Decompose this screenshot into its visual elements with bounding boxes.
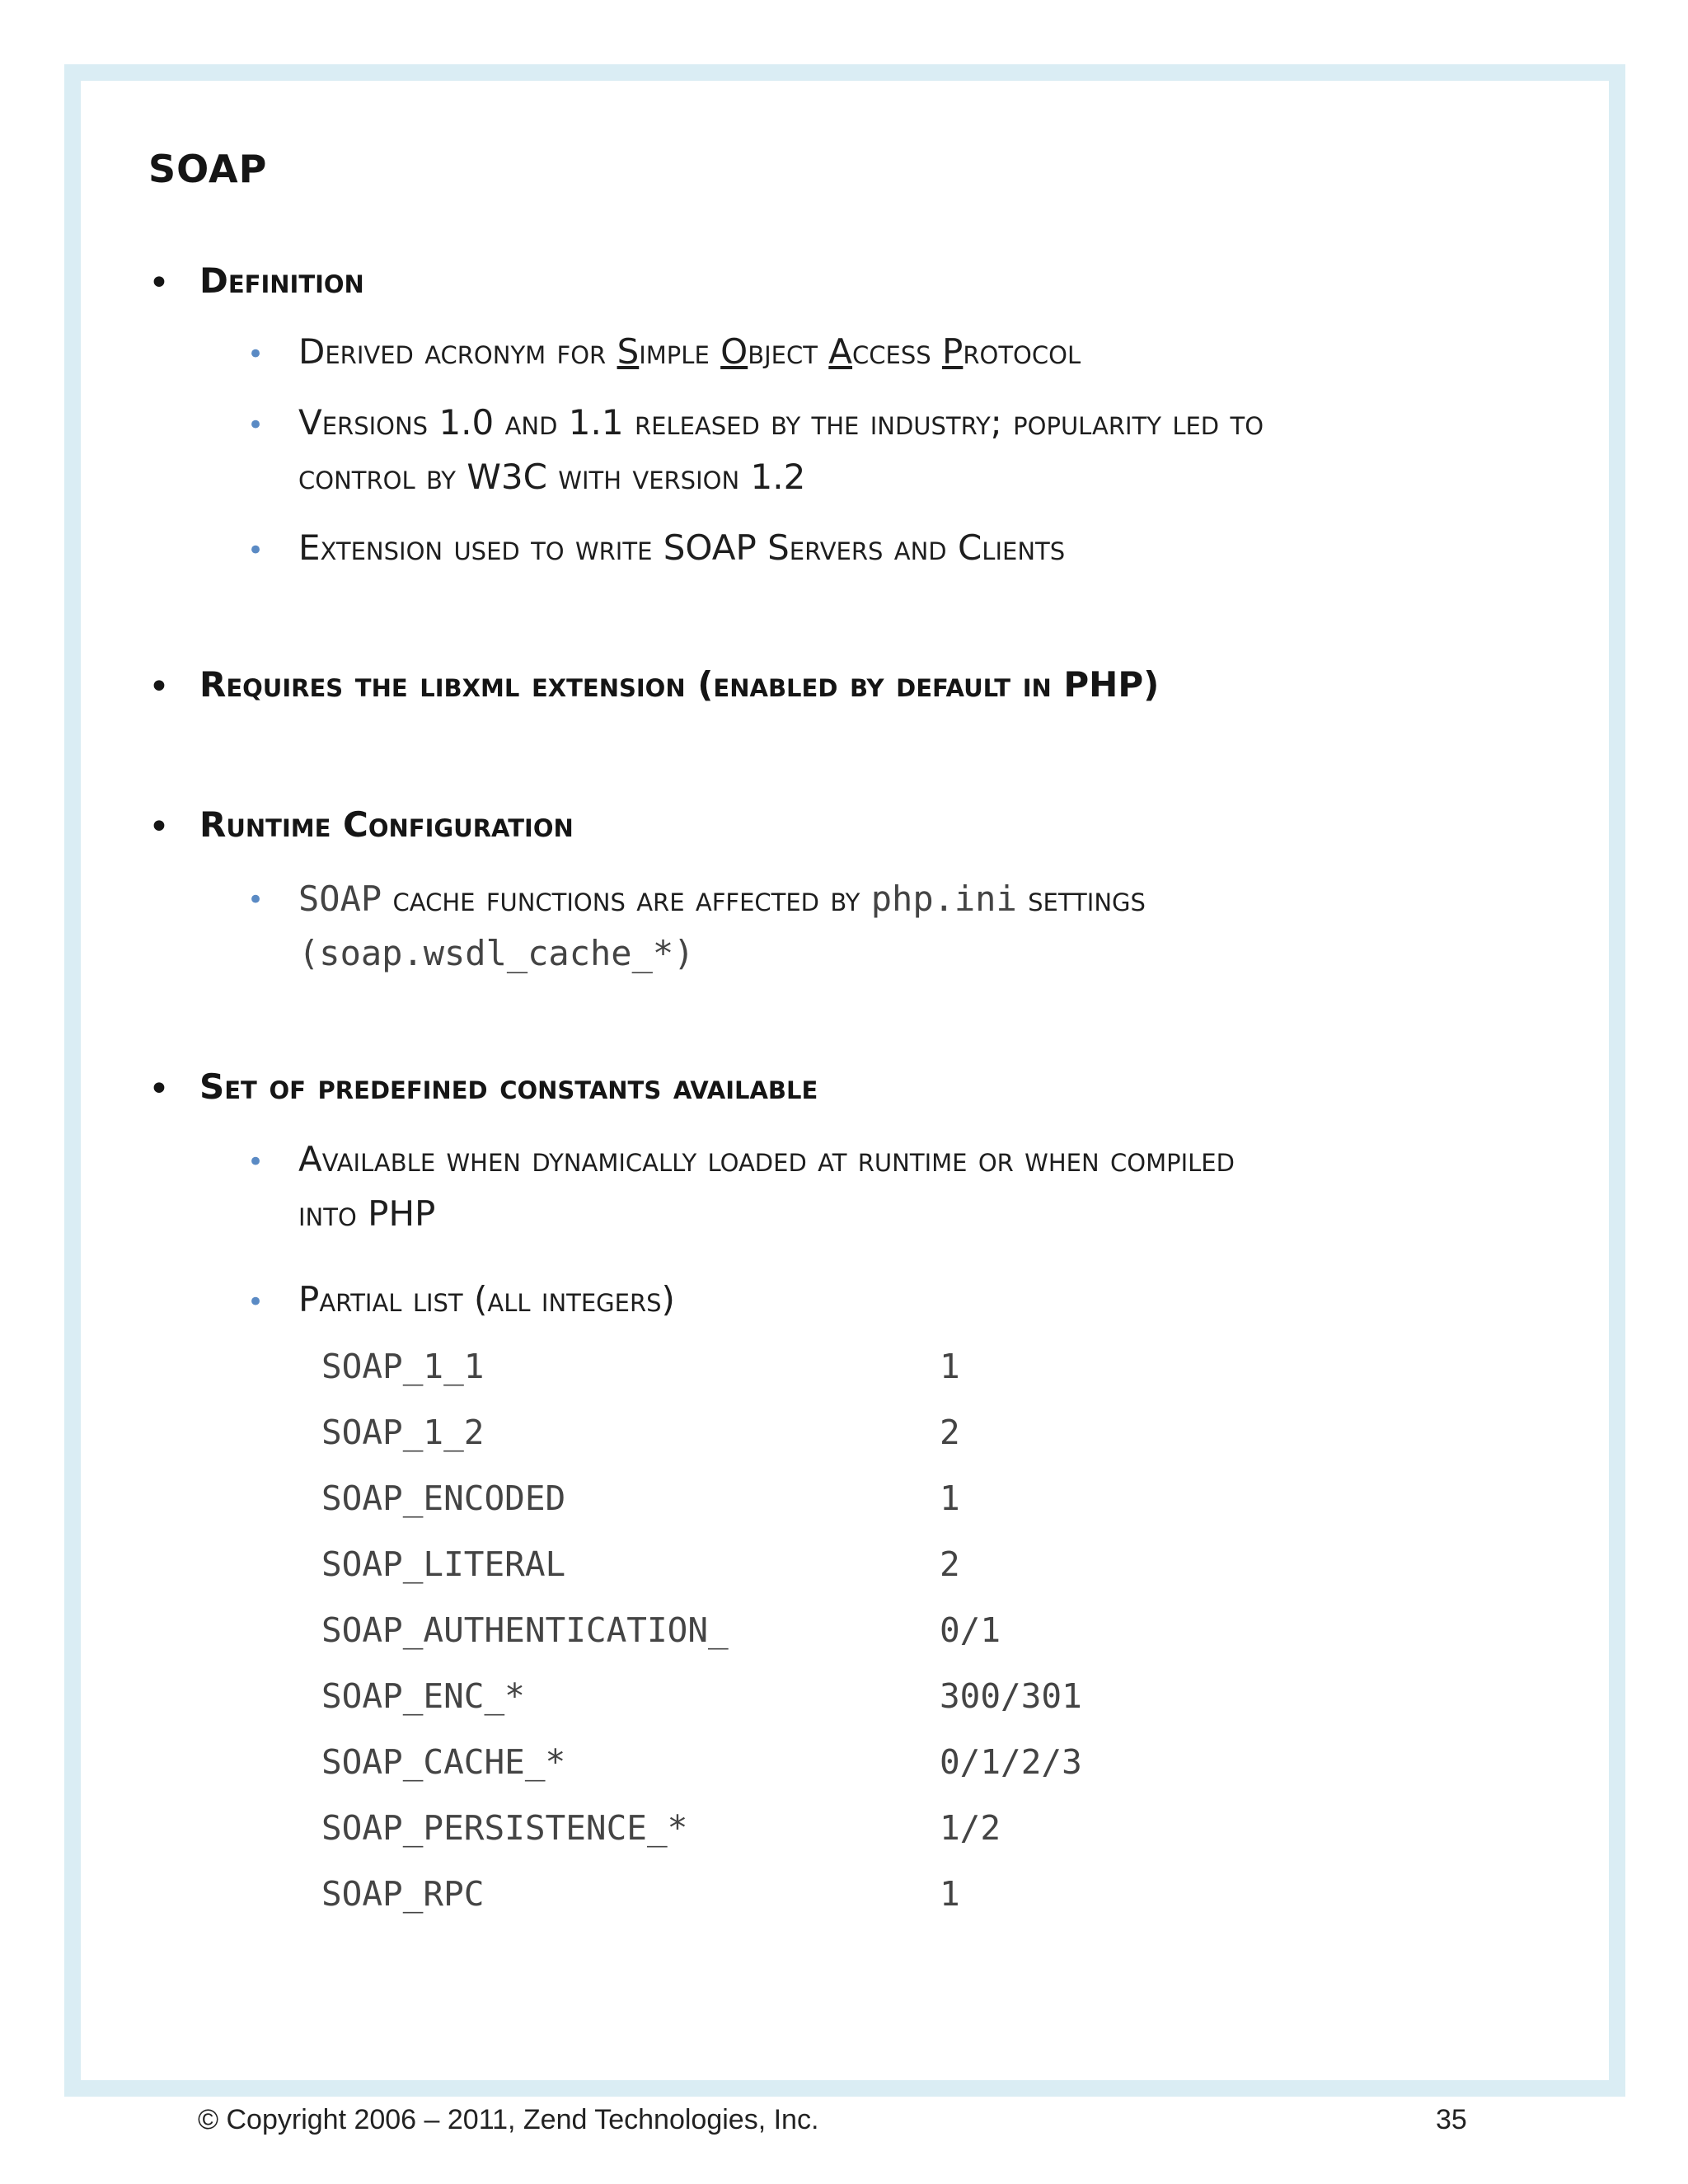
section-heading-libxml: Requires the libxml extension (enabled by default in PHP): [199, 664, 1160, 705]
bullet-icon: •: [247, 409, 265, 442]
constant-value: 0/1: [940, 1610, 1001, 1650]
constant-value: 0/1/2/3: [940, 1742, 1082, 1782]
bullet-icon: •: [247, 338, 265, 371]
bullet-icon: •: [148, 262, 170, 304]
code-text: php.ini: [870, 879, 1017, 919]
section-heading-runtime-configuration: Runtime Configuration: [199, 804, 574, 845]
runtime-cache-settings: [298, 872, 1146, 981]
text-line: Available when dynamically loaded at runtime or when compiled: [298, 1139, 1235, 1179]
constants-availability: [298, 1132, 1235, 1241]
text-line: Versions 1.0 and 1.1 released by the industry; popularity led to: [298, 402, 1264, 443]
constant-name: SOAP_CACHE_*: [321, 1742, 566, 1782]
constant-value: 1: [940, 1479, 960, 1518]
bullet-icon: •: [148, 666, 170, 708]
constant-name: SOAP_ENC_*: [321, 1676, 525, 1716]
constant-value: 300/301: [940, 1676, 1082, 1716]
bullet-icon: •: [148, 806, 170, 848]
text-line: into PHP: [298, 1193, 436, 1234]
code-line: (soap.wsdl_cache_*): [298, 933, 695, 973]
constant-value: 1: [940, 1347, 960, 1386]
text-fragment: ccess: [852, 331, 943, 372]
footer-copyright: © Copyright 2006 – 2011, Zend Technologies, Inc.: [198, 2104, 819, 2135]
text-line: [298, 872, 1146, 926]
definition-versions: [298, 396, 1264, 504]
constant-value: 2: [940, 1544, 960, 1584]
bullet-icon: •: [247, 1286, 265, 1319]
constant-name: SOAP_AUTHENTICATION_: [321, 1610, 729, 1650]
acronym-letter: O: [720, 331, 748, 372]
text-fragment: settings: [1016, 879, 1146, 919]
constant-name: SOAP_LITERAL: [321, 1544, 566, 1584]
section-heading-constants: Set of predefined constants available: [199, 1066, 818, 1107]
constant-name: SOAP_PERSISTENCE_*: [321, 1808, 688, 1848]
acronym-letter: A: [828, 331, 853, 372]
text-fragment: imple: [639, 331, 721, 372]
acronym-letter: S: [617, 331, 640, 372]
text-fragment: Derived acronym for: [298, 331, 617, 372]
definition-extension: Extension used to write SOAP Servers and Clients: [298, 527, 1066, 568]
constant-name: SOAP_1_1: [321, 1347, 485, 1386]
text-fragment: cache functions are affected by: [382, 879, 871, 919]
constant-name: SOAP_RPC: [321, 1874, 485, 1914]
constants-partial-list-label: Partial list (all integers): [298, 1279, 675, 1319]
section-heading-definition: Definition: [199, 260, 364, 301]
code-text: SOAP: [298, 879, 382, 919]
bullet-icon: •: [247, 883, 265, 916]
text-fragment: bject: [748, 331, 829, 372]
constant-name: SOAP_ENCODED: [321, 1479, 566, 1518]
definition-acronym: [298, 325, 1081, 379]
page-title: SOAP: [148, 147, 268, 191]
constant-value: 1: [940, 1874, 960, 1914]
constant-value: 1/2: [940, 1808, 1001, 1848]
bullet-icon: •: [247, 1146, 265, 1179]
bullet-icon: •: [148, 1068, 170, 1110]
text-line: control by W3C with version 1.2: [298, 457, 806, 497]
constant-value: 2: [940, 1413, 960, 1452]
constant-name: SOAP_1_2: [321, 1413, 485, 1452]
text-fragment: rotocol: [963, 331, 1081, 372]
acronym-letter: P: [942, 331, 964, 372]
footer-page-number: 35: [1436, 2104, 1467, 2135]
bullet-icon: •: [247, 534, 265, 567]
